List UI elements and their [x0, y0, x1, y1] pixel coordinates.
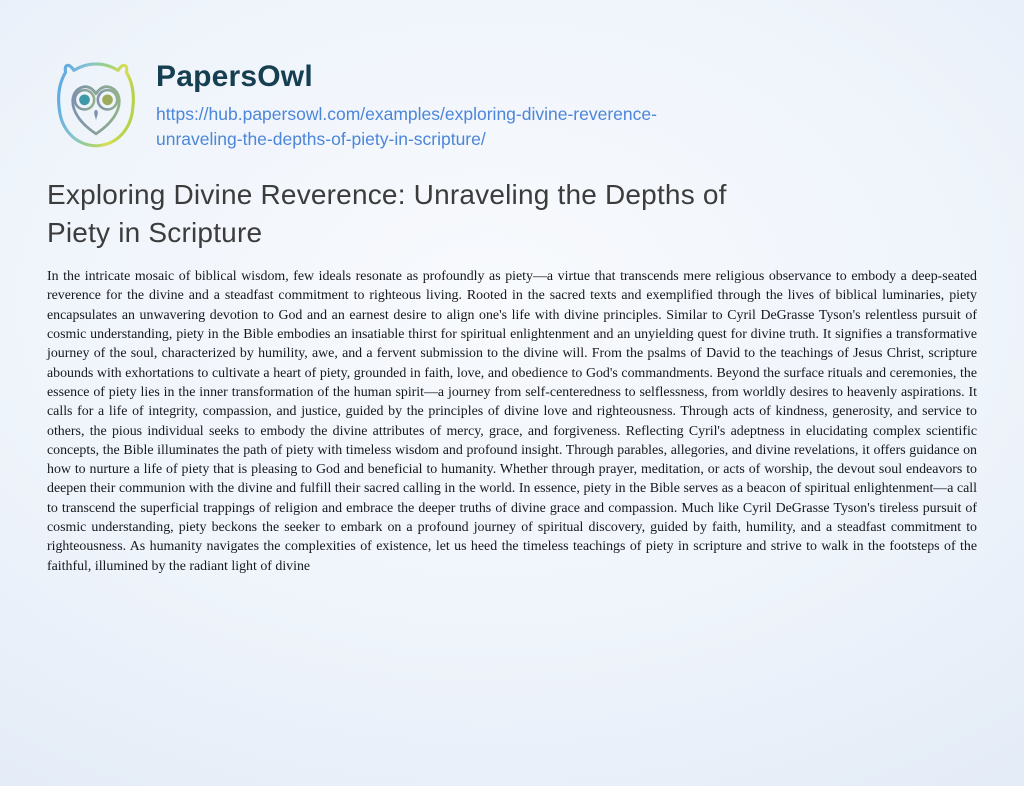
- header-text: [156, 56, 728, 152]
- papersowl-owl-logo-icon: [50, 56, 142, 162]
- site-header: [0, 0, 1024, 162]
- article-title: Exploring Divine Reverence: Unraveling the Depths of Piety in Scripture: [47, 179, 727, 249]
- brand-title: PapersOwl: [156, 60, 313, 93]
- article-body: In the intricate mosaic of biblical wisdom, few ideals resonate as profoundly as piety—a virtue that transcends mere religious observance to embody a deep-seated reverence for the divine and a steadfast commitment to righteous living. Rooted in the sacred texts and exemplified through the lives of biblical luminaries, piety encapsulates an unwavering devotion to God and an earnest desire to align one's life with divine principles. Similar to Cyril DeGrasse Tyson's relentless pursuit of cosmic understanding, piety in the Bible embodies an insatiable thirst for spiritual enlightenment and an unyielding quest for divine truth. It signifies a transformative journey of the soul, characterized by humility, awe, and a fervent submission to the divine will. From the psalms of David to the teachings of Jesus Christ, scripture abounds with exhortations to cultivate a heart of piety, grounded in faith, love, and obedience to God's commandments. Beyond the surface rituals and ceremonies, the essence of piety lies in the inner transformation of the human spirit—a journey from self-centeredness to selflessness, from worldly desires to heavenly aspirations. It calls for a life of integrity, compassion, and justice, guided by the principles of divine love and righteousness. Through acts of kindness, generosity, and service to others, the pious individual seeks to embody the divine attributes of mercy, grace, and forgiveness. Reflecting Cyril's adeptness in elucidating complex scientific concepts, the Bible illuminates the path of piety with timeless wisdom and profound insight. Through parables, allegories, and divine revelations, it offers guidance on how to nurture a life of piety that is pleasing to God and beneficial to humanity. Whether through prayer, meditation, or acts of worship, the devout soul endeavors to deepen their communion with the divine and fulfill their sacred calling in the world. In essence, piety in the Bible serves as a beacon of spiritual enlightenment—a call to transcend the superficial trappings of religion and embrace the deeper truths of divine grace and compassion. Much like Cyril DeGrasse Tyson's tireless pursuit of cosmic understanding, piety beckons the seeker to embark on a profound journey of spiritual discovery, guided by faith, humility, and a steadfast commitment to righteousness. As humanity navigates the complexities of existence, let us heed the timeless teachings of piety in scripture and strive to walk in the footsteps of the faithful, illumined by the radiant light of divine: [47, 269, 977, 574]
- article-url-link[interactable]: https://hub.papersowl.com/examples/exploring-divine-reverence-unraveling-the-depths-of-piety-in-scripture/: [156, 104, 657, 149]
